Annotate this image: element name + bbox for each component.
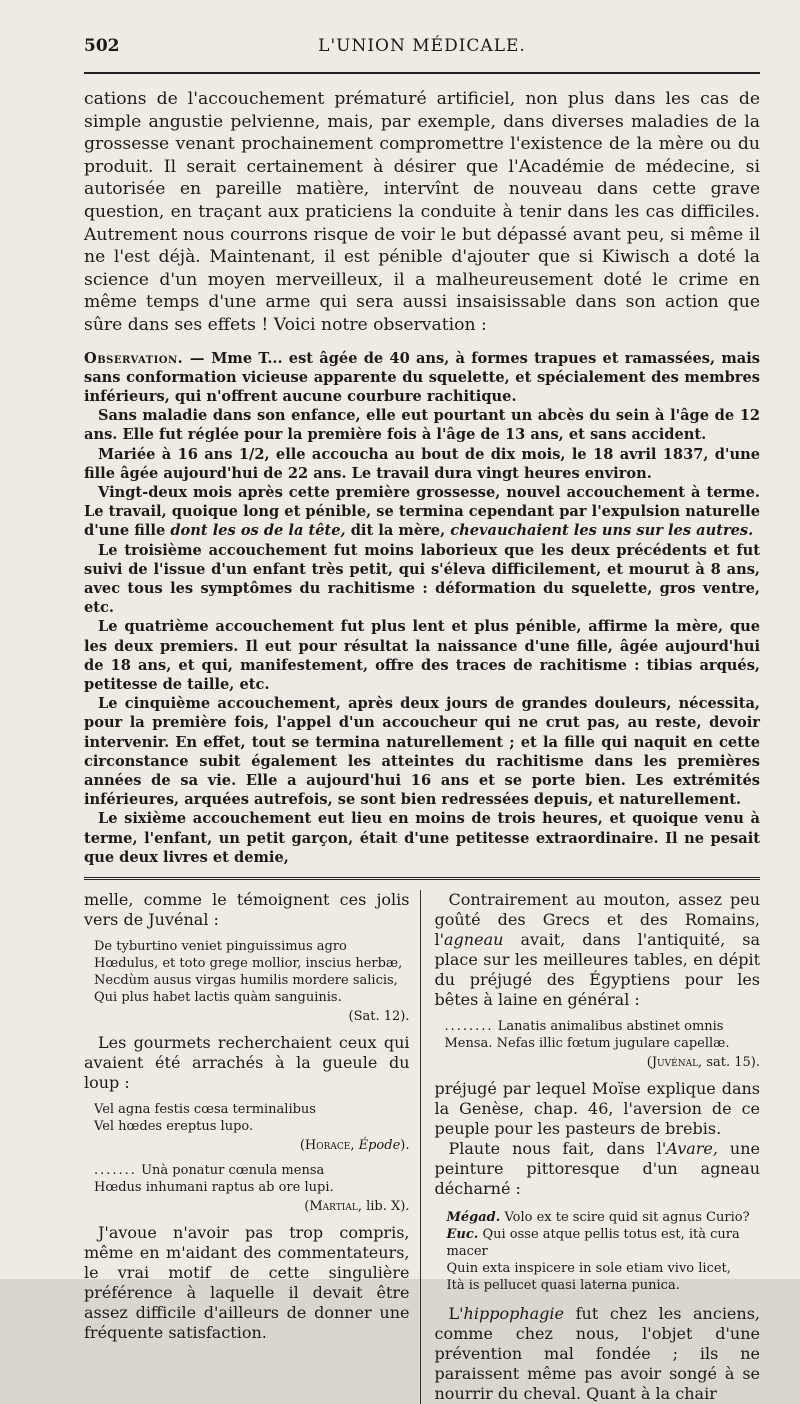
observation-paragraph: Le quatrième accouchement fut plus lent et plus pénible, affirme la mère, que les deux premiers. Il eut pour résultat la naissance d'une fille, âgée aujourd'hui de 18 ans, et qui, manifestement, offre des traces de rachitisme : tibias arqués, petitesse de taille, etc. bbox=[84, 618, 760, 693]
verse-citation: (Horace, Épode). bbox=[299, 1138, 410, 1154]
column-paragraph: préjugé par lequel Moïse explique dans la Genèse, chap. 46, l'aversion de ce peuple pour les pasteurs de brebis. bbox=[434, 1079, 760, 1139]
verse-quote: Vel agna festis cœsa terminalibus Vel hœdes ereptus lupo. (Horace, Épode). bbox=[94, 1102, 410, 1154]
column-paragraph: Les gourmets recherchaient ceux qui avaient été arrachés à la gueule du loup : bbox=[84, 1033, 410, 1093]
column-paragraph: melle, comme le témoignent ces jolis vers de Juvénal : bbox=[84, 890, 410, 930]
observation-paragraph: Mariée à 16 ans 1/2, elle accoucha au bout de dix mois, le 18 avril 1837, d'une fille âgée aujourd'hui de 22 ans. Le travail dura vingt heures environ. bbox=[84, 445, 760, 482]
observation-paragraph: Le sixième accouchement eut lieu en moins de trois heures, et quoique venu à terme, l'enfant, un petit garçon, était d'une petitesse extraordinaire. Il ne pesait que deux livres et demie, bbox=[84, 810, 760, 866]
dialog-quote: Mégad. Volo ex te scire quid sit agnus Curio? Euc. Qui osse atque pellis totus est, ità cura macer Quin exta inspicere in sole etiam vivo licet, Ità is pellucet quasi laterna punica. bbox=[446, 1210, 750, 1294]
observation-paragraph: Le cinquième accouchement, après deux jours de grandes douleurs, nécessita, pour la première fois, l'appel d'un accoucheur qui ne crut pas, au reste, devoir intervenir. En effet, tout se termina naturellement ; et la fille qui naquit en cette circonstance subit également les atteintes du rachitisme dans les premières années de sa vie. Elle a aujourd'hui 16 ans et se porte bien. Les extrémités inférieures, arquées autrefois, se sont bien redressées depuis, et naturellement. bbox=[84, 695, 760, 809]
section-divider bbox=[84, 877, 760, 880]
observation-section bbox=[84, 349, 760, 867]
verse-quote: ....... Unà ponatur cœnula mensa Hœdus inhumani raptus ab ore lupi. (Martial, lib. X). bbox=[94, 1163, 410, 1215]
verse-citation: (Martial, lib. X). bbox=[304, 1199, 410, 1215]
verse-quote: De tyburtino veniet pinguissimus agro Hœdulus, et toto grege mollior, inscius herbæ, Necdùm ausus virgas humilis mordere salicis, Qui plus habet lactis quàm sanguinis. (Sat. 12). bbox=[94, 939, 410, 1025]
page-header bbox=[84, 30, 760, 62]
right-column bbox=[435, 890, 761, 1404]
page-number: 502 bbox=[84, 36, 120, 56]
header-rule bbox=[84, 72, 760, 74]
column-paragraph: Contrairement au mouton, assez peu goûté des Grecs et des Romains, l'agneau avait, dans l'antiquité, sa place sur les meilleures tables, en dépit du préjugé des Égyptiens pour les bêtes à laine en général : bbox=[434, 890, 760, 1010]
column-paragraph: J'avoue n'avoir pas trop compris, même en m'aidant des commentateurs, le vrai motif de cette singulière préférence à laquelle il devait être assez difficile d'ailleurs de donner une fréquente satisfaction. bbox=[84, 1223, 410, 1343]
verse-citation: (Sat. 12). bbox=[348, 1009, 410, 1025]
observation-paragraph: Observation. — Mme T... est âgée de 40 ans, à formes trapues et ramassées, mais sans conformation vicieuse apparente du squelette, et spécialement des membres inférieurs, qui n'offrent aucune courbure rachitique. bbox=[84, 349, 760, 405]
left-column bbox=[84, 890, 421, 1404]
verse-citation: (Juvénal, sat. 15). bbox=[646, 1055, 760, 1071]
verse-quote: ........ Lanatis animalibus abstinet omnis Mensa. Nefas illic fœtum jugulare capellæ. (Juvénal, sat. 15). bbox=[444, 1019, 760, 1071]
observation-heading: Observation. — bbox=[84, 349, 206, 367]
column-paragraph: Plaute nous fait, dans l'Avare, une peinture pittoresque d'un agneau décharné : bbox=[434, 1139, 760, 1199]
journal-title: L'UNION MÉDICALE. bbox=[318, 36, 526, 56]
two-column-text bbox=[84, 890, 760, 1404]
observation-paragraph: Sans maladie dans son enfance, elle eut pourtant un abcès du sein à l'âge de 12 ans. Elle fut réglée pour la première fois à l'âge de 13 ans, et sans accident. bbox=[84, 407, 760, 444]
column-paragraph: L'hippophagie fut chez les anciens, comme chez nous, l'objet d'une prévention mal fondée ; ils ne paraissent même pas avoir songé à se nourrir du cheval. Quant à la chair bbox=[434, 1304, 760, 1404]
intro-paragraph: cations de l'accouchement prématuré artificiel, non plus dans les cas de simple angustie pelvienne, mais, par exemple, dans diverses maladies de la grossesse venant prochainement compromettre l'existence de la mère ou du produit. Il serait certainement à désirer que l'Académie de médecine, si autorisée en pareille matière, intervînt de nouveau dans cette grave question, en traçant aux praticiens la conduite à tenir dans les cas difficiles. Autrement nous courrons risque de voir le but dépassé avant peu, si même il ne l'est déjà. Maintenant, il est pénible d'ajouter que si Kiwisch a doté la science d'un moyen merveilleux, il a malheureusement doté le crime en même temps d'une arme qui sera aussi insaisissable dans son action que sûre dans ses effets ! Voici notre observation : bbox=[84, 89, 760, 335]
observation-paragraph: Vingt-deux mois après cette première grossesse, nouvel accouchement à terme. Le travail, quoique long et pénible, se termina cependant par l'expulsion naturelle d'une fille dont les os de la tête, dit la mère, chevauchaient les uns sur les autres. bbox=[84, 483, 760, 540]
observation-paragraph: Le troisième accouchement fut moins laborieux que les deux précédents et fut suivi de l'issue d'un enfant très petit, qui s'éleva difficilement, et mourut à 8 ans, avec tous les symptômes du rachitisme : déformation du squelette, gros ventre, etc. bbox=[84, 541, 760, 617]
